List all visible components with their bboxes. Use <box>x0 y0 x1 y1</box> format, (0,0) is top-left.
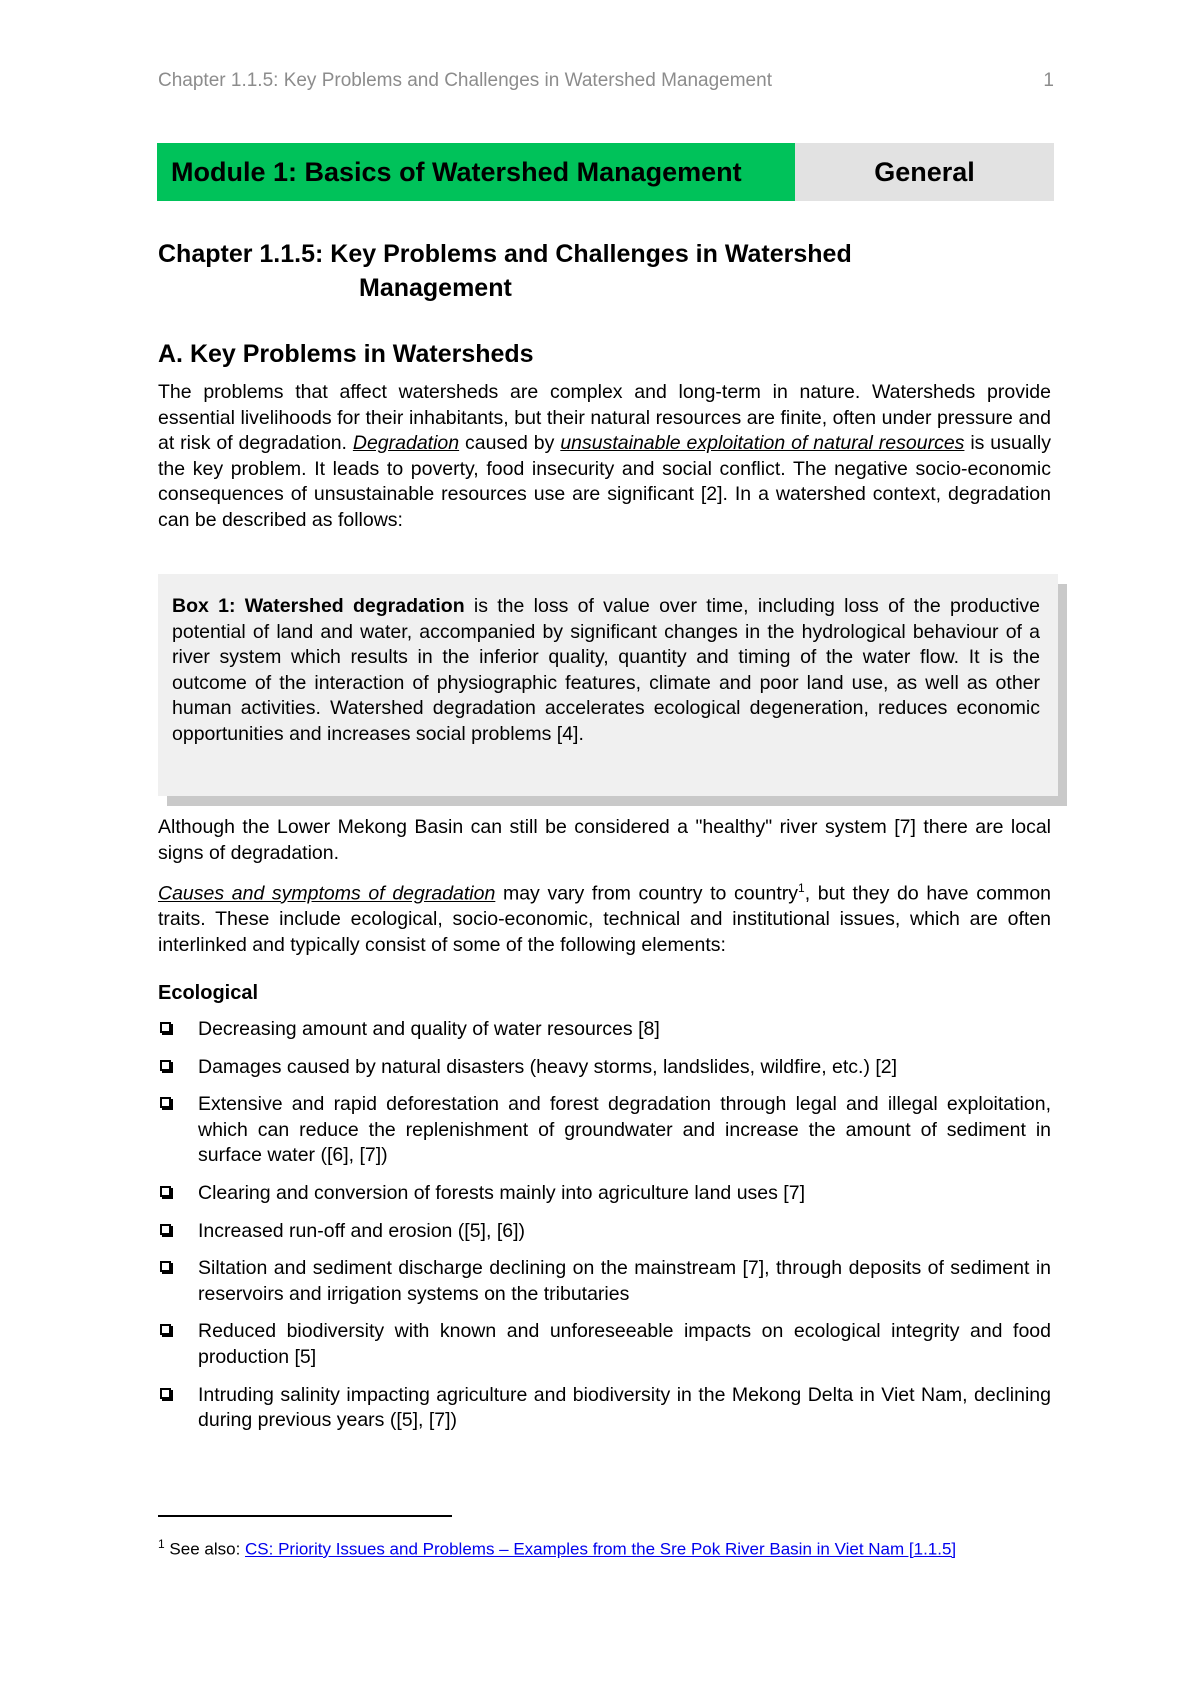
list-item <box>158 1017 1051 1043</box>
term-degradation: Degradation <box>352 432 460 455</box>
section-a-heading: A. Key Problems in Watersheds <box>158 340 534 368</box>
list-item-text: Damages caused by natural disasters (heavy storms, landslides, wildfire, etc.) [2] <box>198 1055 898 1078</box>
list-item <box>158 1092 1051 1169</box>
causes-text-2: , but they do have common traits. These include ecological, socio-economic, technical and institutional issues, which are often interlinked and typically consist of some of the following elements: <box>158 882 1052 956</box>
checkbox-bullet-icon <box>160 1224 171 1235</box>
intro-text-1: The problems that affect watersheds are complex and long-term in nature. Watersheds provide essential livelihoods for their inhabitants, but their natural resources are finite, often under pressure and at risk of degradation. <box>158 381 1051 455</box>
box-label: Box 1: Watershed degradation <box>172 595 465 617</box>
list-item <box>158 1319 1051 1370</box>
category-label: General <box>795 143 1054 201</box>
list-item <box>158 1181 1051 1207</box>
intro-text-3: is usually the key problem. It leads to poverty, food insecurity and social conflict. The negative socio-economic consequences of unsustainable resources use are significant [2]. In a watershed context, degradation can be described as follows: <box>158 432 1052 531</box>
checkbox-bullet-icon <box>160 1186 171 1197</box>
list-item-text: Reduced biodiversity with known and unforeseeable impacts on ecological integrity and food production [5] <box>198 1320 1051 1368</box>
footnote-prefix: See also: <box>164 1539 246 1559</box>
list-item <box>158 1219 1051 1245</box>
causes-text-1: may vary from country to country <box>495 882 798 905</box>
footnote-reference[interactable]: 1 <box>798 881 805 895</box>
footnote-separator <box>158 1515 452 1517</box>
checkbox-bullet-icon <box>160 1060 171 1071</box>
list-item <box>158 1383 1051 1434</box>
ecological-heading: Ecological <box>158 982 259 1004</box>
chapter-title-line1: Chapter 1.1.5: Key Problems and Challenges in Watershed <box>158 240 852 268</box>
chapter-title-line2: Management <box>359 274 512 302</box>
list-item-text: Increased run-off and erosion ([5], [6]) <box>198 1219 525 1242</box>
checkbox-bullet-icon <box>160 1097 171 1108</box>
intro-text-2: caused by <box>459 432 561 455</box>
checkbox-bullet-icon <box>160 1022 171 1033</box>
box-body: is the loss of value over time, including loss of the productive potential of land and water, accompanied by significant changes in the hydrological behaviour of a river system which results in the inferior quality, quantity and timing of the water flow. It is the outcome of the interaction of physiographic features, climate and poor land use, as well as other human activities. Watershed degradation accelerates ecological degeneration, reduces economic opportunities and increases social problems [4]. <box>172 595 1040 745</box>
list-item-text: Intruding salinity impacting agriculture and biodiversity in the Mekong Delta in Viet Nam, declining during previous years ([5], [7]) <box>198 1383 1051 1432</box>
running-header <box>158 70 1054 92</box>
list-item <box>158 1256 1051 1307</box>
footnote-link[interactable]: CS: Priority Issues and Problems – Examples from the Sre Pok River Basin in Viet Nam [1.1.5] <box>245 1539 957 1559</box>
box-text <box>172 594 1040 748</box>
page-number: 1 <box>1043 70 1054 91</box>
definition-box <box>158 574 1058 796</box>
causes-paragraph <box>158 876 1051 958</box>
ecological-list <box>158 1017 1051 1446</box>
list-item-text: Siltation and sediment discharge declining on the mainstream [7], through deposits of sediment in reservoirs and irrigation systems on the tributaries <box>198 1257 1051 1305</box>
checkbox-bullet-icon <box>160 1388 171 1399</box>
term-causes-symptoms: Causes and symptoms of degradation <box>158 882 496 905</box>
module-banner <box>157 143 1054 201</box>
footnote <box>158 1537 956 1560</box>
checkbox-bullet-icon <box>160 1261 171 1272</box>
module-label: Module 1: Basics of Watershed Management <box>157 143 795 201</box>
running-title: Chapter 1.1.5: Key Problems and Challenges in Watershed Management <box>158 70 772 91</box>
mekong-paragraph: Although the Lower Mekong Basin can still be considered a "healthy" river system [7] there are local signs of degradation. <box>158 816 1051 864</box>
checkbox-bullet-icon <box>160 1324 171 1335</box>
list-item-text: Clearing and conversion of forests mainly into agriculture land uses [7] <box>198 1181 805 1204</box>
intro-paragraph <box>158 380 1051 534</box>
list-item-text: Extensive and rapid deforestation and forest degradation through legal and illegal exploitation, which can reduce the replenishment of groundwater and increase the amount of sediment in surface water ([6], [7]) <box>198 1093 1051 1167</box>
chapter-title <box>158 237 1054 305</box>
list-item-text: Decreasing amount and quality of water resources [8] <box>198 1018 660 1040</box>
footnote-number: 1 <box>158 1537 165 1551</box>
term-unsustainable-exploitation: unsustainable exploitation of natural resources <box>560 432 965 455</box>
list-item <box>158 1055 1051 1081</box>
